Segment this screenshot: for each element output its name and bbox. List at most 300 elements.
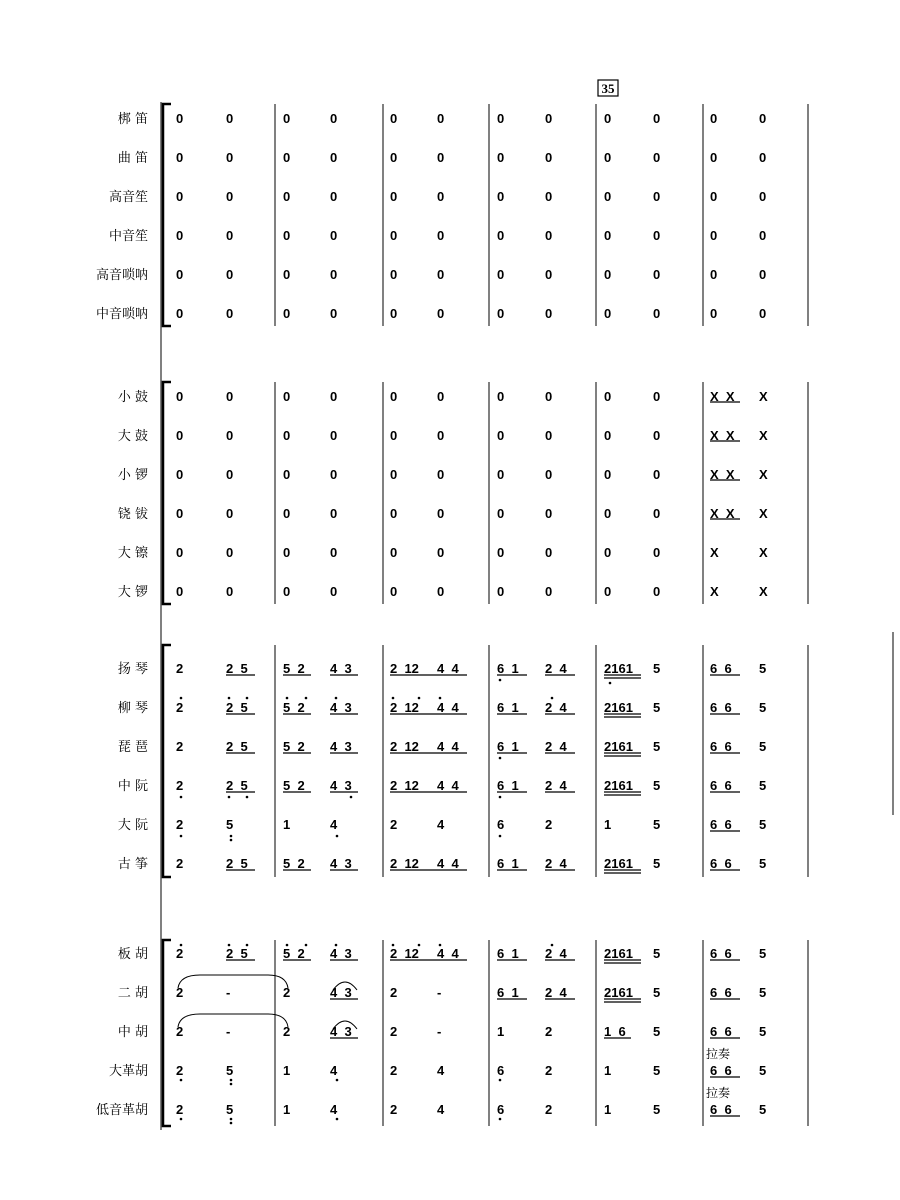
note-cell: 0 <box>710 150 718 165</box>
note-cell: 1 <box>604 1102 612 1117</box>
note-cell: 1 <box>604 1063 612 1078</box>
note-cell: 2 12 <box>390 700 419 715</box>
note-cell: 2 <box>545 1063 553 1078</box>
note-cell: 5 2 <box>283 661 305 676</box>
note-cell: 2161 <box>604 739 633 754</box>
note-cell: 0 <box>604 545 612 560</box>
note-cell: 4 <box>330 1102 338 1117</box>
note-cell: 0 <box>653 111 661 126</box>
note-cell: 0 <box>330 428 338 443</box>
instrument-label: 高音笙 <box>108 190 148 205</box>
note-cell: 2161 <box>604 946 633 961</box>
note-cell: 4 3 <box>330 778 352 793</box>
note-cell: 6 1 <box>497 778 519 793</box>
instrument-label: 高音唢呐 <box>95 268 148 283</box>
note-cell: 4 3 <box>330 856 352 871</box>
note-cell: 0 <box>226 545 234 560</box>
note-cell: 5 <box>653 661 661 676</box>
note-cell: 0 <box>390 111 398 126</box>
note-cell: 2 <box>176 1024 184 1039</box>
note-cell: 0 <box>226 428 234 443</box>
note-cell: 0 <box>497 467 505 482</box>
note-cell: 0 <box>497 545 505 560</box>
note-cell: 0 <box>497 584 505 599</box>
note-cell: 5 <box>759 700 767 715</box>
note-cell: 0 <box>653 267 661 282</box>
note-cell: 6 <box>497 1063 505 1078</box>
note-cell: 0 <box>226 584 234 599</box>
note-cell: 0 <box>283 267 291 282</box>
note-cell: 5 <box>653 1024 661 1039</box>
note-cell: 0 <box>176 428 184 443</box>
note-cell: 0 <box>330 228 338 243</box>
note-cell: 5 <box>759 1063 767 1078</box>
note-cell: 5 <box>653 946 661 961</box>
note-cell: 0 <box>437 545 445 560</box>
note-cell: X <box>710 584 719 599</box>
note-cell: 5 <box>653 1063 661 1078</box>
note-cell: 0 <box>390 228 398 243</box>
note-cell: 0 <box>759 150 767 165</box>
note-cell: 0 <box>759 228 767 243</box>
note-cell: 5 <box>226 1102 234 1117</box>
note-cell: 0 <box>330 111 338 126</box>
note-cell: 0 <box>604 189 612 204</box>
page-number-text: 35 <box>601 81 615 96</box>
note-cell: 6 6 <box>710 856 732 871</box>
note-cell: 2 <box>390 1024 398 1039</box>
barlines-winds <box>275 104 808 326</box>
note-cell: 0 <box>390 584 398 599</box>
note-cell: 0 <box>437 150 445 165</box>
note-cell: 6 6 <box>710 1024 732 1039</box>
note-cell: 2 <box>176 661 184 676</box>
note-cell: 5 <box>759 946 767 961</box>
note-cell: 0 <box>283 584 291 599</box>
note-cell: 0 <box>497 150 505 165</box>
note-cell: 2 4 <box>545 661 567 676</box>
note-cell: 2161 <box>604 661 633 676</box>
note-cell: 0 <box>390 150 398 165</box>
note-cell: 2 5 <box>226 739 248 754</box>
note-cell: 0 <box>437 306 445 321</box>
instrument-label: 中音笙 <box>108 229 148 244</box>
note-cell: 2 5 <box>226 661 248 676</box>
note-cell: 0 <box>283 467 291 482</box>
note-cell: 0 <box>283 150 291 165</box>
note-cell: 5 <box>759 856 767 871</box>
note-cell: 1 <box>604 817 612 832</box>
note-cell: 0 <box>497 306 505 321</box>
note-cell: 0 <box>226 389 234 404</box>
note-cell: 0 <box>545 584 553 599</box>
note-cell: 2 <box>176 1102 184 1117</box>
note-cell: 2 4 <box>545 856 567 871</box>
note-cell: 0 <box>604 306 612 321</box>
note-cell: 6 1 <box>497 946 519 961</box>
note-cell: 0 <box>176 545 184 560</box>
note-cell: 0 <box>710 267 718 282</box>
note-cell: 2 12 <box>390 739 419 754</box>
instrument-label: 古 筝 <box>117 857 148 872</box>
instrument-label: 大革胡 <box>108 1064 148 1079</box>
note-cell: 0 <box>437 389 445 404</box>
note-cell: 5 <box>653 778 661 793</box>
note-cell: 0 <box>710 189 718 204</box>
note-cell: 0 <box>497 111 505 126</box>
note-cell: 0 <box>437 111 445 126</box>
note-cell: 0 <box>545 389 553 404</box>
note-cell: 4 3 <box>330 946 352 961</box>
note-cell: 0 <box>604 389 612 404</box>
note-cell: 0 <box>176 228 184 243</box>
note-cell: 2 <box>545 817 553 832</box>
note-cell: 0 <box>437 467 445 482</box>
note-cell: 5 <box>226 1063 234 1078</box>
note-cell: 2 4 <box>545 985 567 1000</box>
note-cell: 0 <box>604 111 612 126</box>
instrument-label: 二 胡 <box>117 986 148 1001</box>
note-cell: 5 <box>653 739 661 754</box>
instrument-label: 扬 琴 <box>117 662 148 677</box>
note-cell: 2 <box>545 1102 553 1117</box>
note-cell: 0 <box>545 306 553 321</box>
note-cell: 0 <box>390 506 398 521</box>
note-cell: 2 <box>390 1102 398 1117</box>
note-cell: 0 <box>330 306 338 321</box>
note-cell: X X <box>710 467 735 482</box>
note-cell: 0 <box>653 428 661 443</box>
instrument-label: 曲 笛 <box>117 151 148 166</box>
note-cell: - <box>437 1024 442 1039</box>
note-cell: 0 <box>710 306 718 321</box>
note-cell: X <box>759 545 768 560</box>
note-cell: 6 6 <box>710 946 732 961</box>
note-cell: 0 <box>604 428 612 443</box>
instrument-label: 大 鼓 <box>117 429 148 444</box>
note-cell: 6 6 <box>710 739 732 754</box>
note-cell: 4 <box>330 817 338 832</box>
note-cell: 4 <box>330 1063 338 1078</box>
note-cell: 0 <box>437 584 445 599</box>
instrument-label: 大 阮 <box>117 818 148 833</box>
note-cell: 0 <box>545 228 553 243</box>
note-cell: 2 4 <box>545 778 567 793</box>
note-cell: 0 <box>653 189 661 204</box>
note-cell: - <box>226 1024 231 1039</box>
note-cell: 0 <box>330 189 338 204</box>
note-cell: 5 2 <box>283 739 305 754</box>
note-cell: 5 <box>653 985 661 1000</box>
note-cell: - <box>437 985 442 1000</box>
note-cell: 0 <box>497 506 505 521</box>
note-cell: 0 <box>545 150 553 165</box>
note-cell: 0 <box>226 111 234 126</box>
note-cell: 5 <box>759 739 767 754</box>
note-cell: 0 <box>390 306 398 321</box>
note-cell: 0 <box>176 584 184 599</box>
note-cell: 6 6 <box>710 778 732 793</box>
note-cell: 0 <box>604 506 612 521</box>
note-cell: 0 <box>653 467 661 482</box>
note-cell: 0 <box>226 467 234 482</box>
note-cell: 4 3 <box>330 661 352 676</box>
note-cell: X <box>759 584 768 599</box>
note-cell: X X <box>710 428 735 443</box>
note-cell: 0 <box>283 189 291 204</box>
note-cell: 0 <box>176 389 184 404</box>
note-cell: 0 <box>759 189 767 204</box>
note-cell: 0 <box>283 306 291 321</box>
page-number <box>598 80 618 96</box>
note-cell: 0 <box>545 506 553 521</box>
note-cell: 2 <box>283 985 291 1000</box>
note-cell: 0 <box>437 228 445 243</box>
note-cell: 5 <box>653 700 661 715</box>
note-cell: 6 6 <box>710 1063 732 1078</box>
note-cell: 1 <box>283 1063 291 1078</box>
note-cell: 2 <box>176 739 184 754</box>
note-cell: 0 <box>710 111 718 126</box>
note-cell: 4 3 <box>330 985 352 1000</box>
note-cell: 2 <box>176 1063 184 1078</box>
note-cell: 5 <box>759 1102 767 1117</box>
note-cell: 2 <box>390 985 398 1000</box>
note-cell: 2 12 <box>390 778 419 793</box>
note-cell: 4 4 <box>437 778 459 793</box>
instrument-label: 小 鼓 <box>117 390 148 405</box>
note-cell: 0 <box>653 150 661 165</box>
bracket-winds <box>163 104 171 326</box>
note-cell: 2 4 <box>545 700 567 715</box>
note-cell: 0 <box>653 584 661 599</box>
note-cell: 0 <box>545 111 553 126</box>
note-cell: 5 <box>226 817 234 832</box>
barlines-plucked <box>275 645 808 877</box>
note-cell: 4 3 <box>330 739 352 754</box>
note-cell: 0 <box>604 467 612 482</box>
note-cell: 2 4 <box>545 946 567 961</box>
note-cell: 4 4 <box>437 661 459 676</box>
annotation-bowing: 拉奏 <box>706 1086 731 1100</box>
note-cell: 0 <box>330 389 338 404</box>
note-cell: 5 2 <box>283 856 305 871</box>
note-cell: 5 <box>759 778 767 793</box>
note-cell: 0 <box>176 506 184 521</box>
instrument-label: 低音革胡 <box>95 1103 148 1118</box>
note-cell: 6 <box>497 817 505 832</box>
note-cell: 0 <box>759 111 767 126</box>
note-cell: 0 <box>545 428 553 443</box>
note-cell: X <box>759 506 768 521</box>
note-cell: 2 <box>545 1024 553 1039</box>
note-cell: 0 <box>330 150 338 165</box>
note-cell: 6 <box>497 1102 505 1117</box>
note-cell: - <box>226 985 231 1000</box>
note-cell: 0 <box>176 467 184 482</box>
note-cell: 0 <box>604 584 612 599</box>
note-cell: 0 <box>497 189 505 204</box>
note-cell: 0 <box>604 267 612 282</box>
note-cell: 0 <box>437 428 445 443</box>
note-cell: 0 <box>176 111 184 126</box>
note-cell: 0 <box>390 189 398 204</box>
note-cell: 0 <box>283 428 291 443</box>
note-cell: 4 4 <box>437 700 459 715</box>
note-cell: 0 <box>226 506 234 521</box>
note-cell: 0 <box>497 228 505 243</box>
note-cell: 6 6 <box>710 817 732 832</box>
note-cell: 0 <box>283 389 291 404</box>
note-cell: 2161 <box>604 778 633 793</box>
note-cell: 0 <box>545 189 553 204</box>
note-cell: 0 <box>653 506 661 521</box>
instrument-labels <box>96 111 148 1118</box>
note-cell: 2161 <box>604 700 633 715</box>
instrument-label: 铙 钹 <box>117 507 148 522</box>
note-cell: X X <box>710 506 735 521</box>
note-cell: 2 5 <box>226 700 248 715</box>
instrument-label: 大 镲 <box>117 546 148 561</box>
instrument-label: 琵 琶 <box>117 740 148 755</box>
note-cell: 6 6 <box>710 1102 732 1117</box>
note-cell: 2 <box>176 985 184 1000</box>
note-cell: 5 <box>759 985 767 1000</box>
note-cell: 5 <box>653 817 661 832</box>
note-cell: 0 <box>437 189 445 204</box>
note-cell: 4 4 <box>437 946 459 961</box>
note-cell: 2 <box>176 817 184 832</box>
note-cell: 0 <box>390 389 398 404</box>
note-cell: 0 <box>390 267 398 282</box>
note-cell: 5 <box>653 1102 661 1117</box>
ties <box>178 975 357 1029</box>
note-cell: 0 <box>710 228 718 243</box>
note-cell: 5 2 <box>283 778 305 793</box>
note-cell: 2 5 <box>226 946 248 961</box>
note-cell: 2161 <box>604 985 633 1000</box>
note-cell: 2 <box>176 856 184 871</box>
bracket-bowed <box>163 940 171 1126</box>
note-cell: 0 <box>226 267 234 282</box>
instrument-label: 中 阮 <box>117 779 148 794</box>
note-cell: 0 <box>330 545 338 560</box>
note-cell: 0 <box>226 306 234 321</box>
note-cell: 0 <box>653 545 661 560</box>
note-cell: 2 12 <box>390 946 419 961</box>
note-cell: 0 <box>653 228 661 243</box>
instrument-label: 小 锣 <box>117 468 148 483</box>
note-cell: 0 <box>497 267 505 282</box>
note-cell: 0 <box>545 467 553 482</box>
note-cell: 0 <box>176 306 184 321</box>
annotation-bowing: 拉奏 <box>706 1047 731 1061</box>
note-cell: X <box>759 389 768 404</box>
note-cell: 0 <box>226 228 234 243</box>
note-cell: 0 <box>283 228 291 243</box>
note-cell: 5 <box>759 817 767 832</box>
note-cell: 0 <box>604 228 612 243</box>
barlines-percussion <box>275 382 808 604</box>
note-cell: 2 5 <box>226 778 248 793</box>
instrument-label: 柳 琴 <box>117 701 148 716</box>
note-cell: 4 <box>437 817 445 832</box>
note-cell: X <box>759 467 768 482</box>
note-cells <box>176 111 768 1117</box>
note-cell: 0 <box>283 111 291 126</box>
note-cell: 2 <box>176 700 184 715</box>
note-cell: 1 6 <box>604 1024 626 1039</box>
note-cell: 2 <box>176 778 184 793</box>
note-cell: 6 1 <box>497 661 519 676</box>
note-cell: 1 <box>497 1024 505 1039</box>
note-cell: 6 6 <box>710 661 732 676</box>
note-cell: 6 6 <box>710 700 732 715</box>
note-cell: 0 <box>653 306 661 321</box>
note-cell: 0 <box>176 150 184 165</box>
note-cell: 4 3 <box>330 700 352 715</box>
note-cell: 1 <box>283 817 291 832</box>
note-cell: 0 <box>330 467 338 482</box>
note-cell: 5 <box>759 661 767 676</box>
note-cell: X <box>710 545 719 560</box>
instrument-label: 大 锣 <box>117 585 148 600</box>
note-cell: 0 <box>497 389 505 404</box>
note-cell: 0 <box>176 189 184 204</box>
note-cell: 4 3 <box>330 1024 352 1039</box>
note-cell: 5 2 <box>283 946 305 961</box>
note-cell: 2 5 <box>226 856 248 871</box>
note-cell: 0 <box>390 545 398 560</box>
note-cell: 0 <box>283 506 291 521</box>
instrument-label: 中音唢呐 <box>95 307 148 322</box>
note-cell: 2 <box>390 817 398 832</box>
note-cell: 2 <box>390 1063 398 1078</box>
note-cell: 4 <box>437 1102 445 1117</box>
note-cell: 4 <box>437 1063 445 1078</box>
note-cell: 6 6 <box>710 985 732 1000</box>
note-cell: 0 <box>176 267 184 282</box>
note-cell: 0 <box>653 389 661 404</box>
note-cell: 2161 <box>604 856 633 871</box>
bracket-plucked <box>163 645 171 877</box>
note-cell: 0 <box>759 267 767 282</box>
note-cell: 0 <box>330 267 338 282</box>
note-cell: 0 <box>497 428 505 443</box>
note-cell: 0 <box>226 150 234 165</box>
note-cell: 4 4 <box>437 739 459 754</box>
note-cell: 0 <box>390 428 398 443</box>
underlines <box>226 402 740 1116</box>
note-cell: X <box>759 428 768 443</box>
note-cell: 6 1 <box>497 700 519 715</box>
note-cell: 2 4 <box>545 739 567 754</box>
note-cell: 0 <box>226 189 234 204</box>
instrument-label: 板 胡 <box>117 947 148 962</box>
note-cell: 5 <box>653 856 661 871</box>
note-cell: 0 <box>283 545 291 560</box>
note-cell: 5 <box>759 1024 767 1039</box>
note-cell: 0 <box>437 506 445 521</box>
note-cell: X X <box>710 389 735 404</box>
note-cell: 1 <box>283 1102 291 1117</box>
note-cell: 2 12 <box>390 856 419 871</box>
note-cell: 6 1 <box>497 985 519 1000</box>
note-cell: 2 12 <box>390 661 419 676</box>
instrument-label: 中 胡 <box>117 1025 148 1040</box>
note-cell: 0 <box>759 306 767 321</box>
note-cell: 4 4 <box>437 856 459 871</box>
